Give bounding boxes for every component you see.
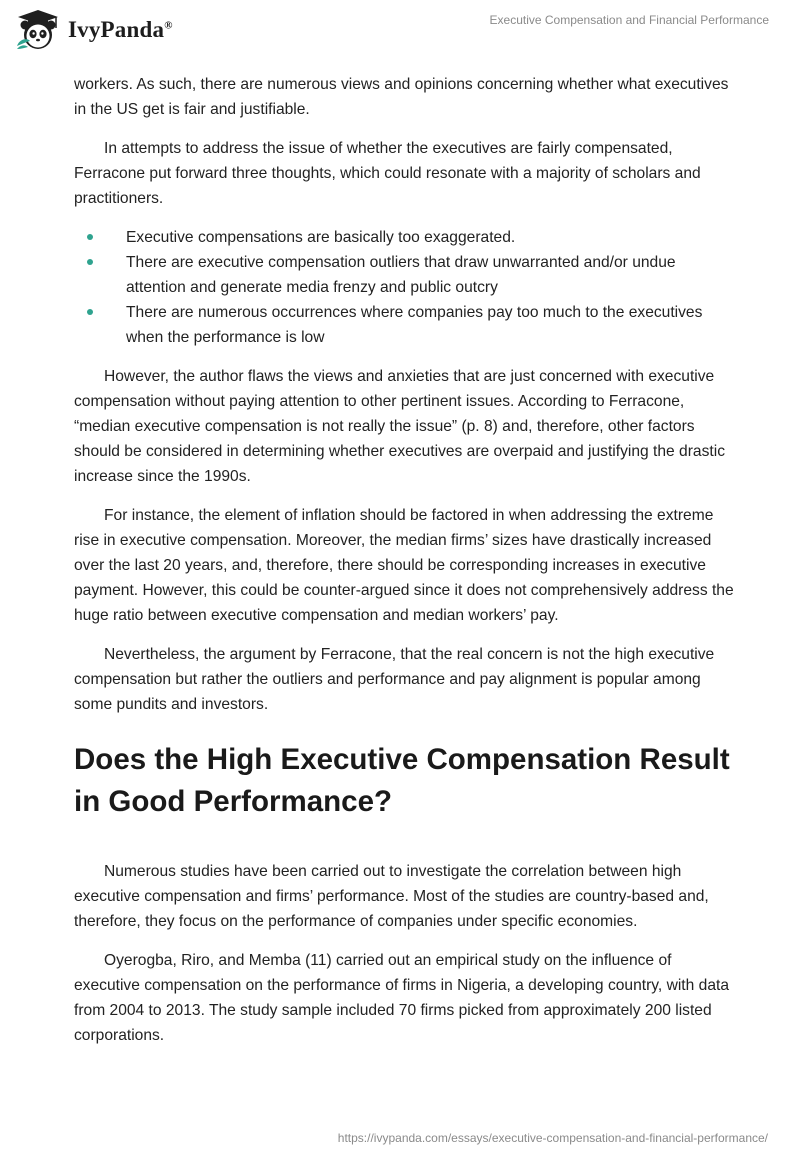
document-title: Executive Compensation and Financial Performance <box>489 13 769 27</box>
section-heading: Does the High Executive Compensation Result in Good Performance? <box>74 743 730 818</box>
paragraph: Numerous studies have been carried out to investigate the correlation between high executive compensation and firms’ performance. Most of the studies are country-based and, therefore, they focus on the performance of companies under specific economies. <box>74 863 709 930</box>
logo-text: IvyPanda® <box>68 17 173 42</box>
site-logo[interactable] <box>14 8 173 52</box>
paragraph: Oyerogba, Riro, and Memba (11) carried out an empirical study on the influence of executive compensation on the performance of firms in Nigeria, a developing country, with data from 2004 to 2013. The study sample included 70 firms picked from approximately 200 listed corporations. <box>74 952 729 1044</box>
panda-logo-icon <box>14 8 62 52</box>
paragraph: For instance, the element of inflation should be factored in when addressing the extreme rise in executive compensation. Moreover, the median firms’ sizes have drastically increased over the last 20 years, and, therefore, there should be corresponding increases in executive payment. However, this could be counter-argued since it does not comprehensively address the huge ratio between executive compensation and median workers’ pay. <box>74 507 734 624</box>
paragraph: In attempts to address the issue of whether the executives are fairly compensated, Ferracone put forward three thoughts, which could resonate with a majority of scholars and practitioners. <box>74 140 701 207</box>
list-item: There are executive compensation outliers that draw unwarranted and/or undue attention and generate media frenzy and public outcry <box>74 250 734 300</box>
paragraph: Nevertheless, the argument by Ferracone, that the real concern is not the high executive compensation but rather the outliers and performance and pay alignment is popular among some pundits and investors. <box>74 646 715 713</box>
bullet-dot-icon <box>87 309 93 315</box>
paragraph: workers. As such, there are numerous views and opinions concerning whether what executives in the US get is fair and justifiable. <box>74 76 729 118</box>
bullet-dot-icon <box>87 259 93 265</box>
bullet-list <box>74 225 734 350</box>
list-item: There are numerous occurrences where companies pay too much to the executives when the performance is low <box>74 300 734 350</box>
essay-body <box>74 72 734 1062</box>
page-header <box>0 0 800 62</box>
source-url[interactable]: https://ivypanda.com/essays/executive-compensation-and-financial-performance/ <box>337 1131 768 1145</box>
paragraph: However, the author flaws the views and anxieties that are just concerned with executive compensation without paying attention to other pertinent issues. According to Ferracone, “median executive compensation is not really the issue” (p. 8) and, therefore, other factors should be considered in determining whether executives are overpaid and justifying the drastic increase since the 1990s. <box>74 368 725 485</box>
list-item: Executive compensations are basically too exaggerated. <box>74 225 734 250</box>
bullet-dot-icon <box>87 234 93 240</box>
